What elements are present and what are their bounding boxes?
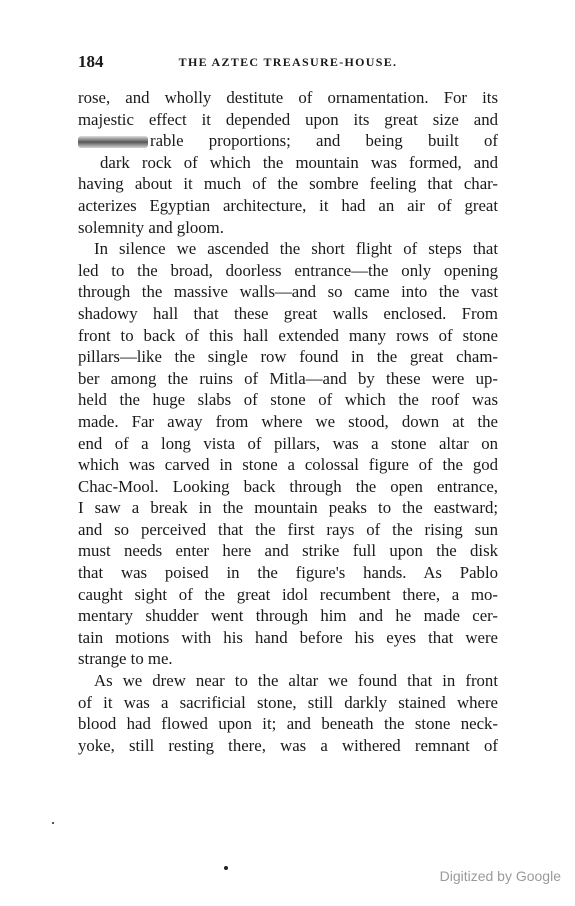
text-line: As we drew near to the altar we found that in front — [94, 671, 498, 691]
text-fragment: rable proportions; and being built of — [150, 131, 498, 151]
text-fragment: dark rock of which the mountain was formed, and — [100, 152, 498, 172]
body-text — [78, 87, 498, 756]
text-line: that was poised in the figure's hands. As Pablo — [78, 563, 498, 583]
text-line: rose, and wholly destitute of ornamentation. For its — [78, 88, 498, 107]
text-line: tain motions with his hand before his eyes that were — [78, 627, 498, 647]
text-line: Chac-Mool. Looking back through the open entrance, — [78, 476, 498, 496]
text-line: must needs enter here and strike full upon the disk — [78, 541, 498, 561]
text-line: end of a long vista of pillars, was a stone altar on — [78, 433, 498, 453]
text-line: shadowy hall that these great walls enclosed. From — [78, 303, 498, 323]
scan-speck — [52, 822, 54, 824]
text-line: yoke, still resting there, was a withered remnant of — [78, 735, 498, 755]
text-line: In silence we ascended the short flight of steps that — [94, 239, 498, 259]
text-line: made. Far away from where we stood, down at the — [78, 411, 498, 431]
text-line: having about it much of the sombre feeling that char- — [78, 174, 498, 194]
text-line: I saw a break in the mountain peaks to the eastward; — [78, 498, 498, 518]
text-line: mentary shudder went through him and he made cer- — [78, 606, 498, 626]
text-line: of it was a sacrificial stone, still darkly stained where — [78, 692, 498, 712]
text-line: through the massive walls—and so came into the vast — [78, 282, 498, 302]
text-line: acterizes Egyptian architecture, it had an air of great — [78, 195, 498, 215]
page-header — [78, 52, 498, 74]
text-line — [78, 152, 498, 174]
text-line: blood had flowed upon it; and beneath the stone neck- — [78, 714, 498, 734]
digitized-watermark: Digitized by Google — [439, 868, 561, 884]
running-head: THE AZTEC TREASURE-HOUSE. — [178, 55, 398, 69]
text-line-smudged — [78, 130, 498, 152]
text-line: strange to me. — [78, 649, 173, 669]
text-line: pillars—like the single row found in the great cham- — [78, 347, 498, 367]
ink-smudge — [78, 136, 148, 148]
text-line: and so perceived that the first rays of the rising sun — [78, 519, 498, 539]
signature-mark — [224, 866, 228, 870]
text-line: majestic effect it depended upon its great size and — [78, 109, 498, 129]
text-line: solemnity and gloom. — [78, 217, 224, 237]
text-line: which was carved in stone a colossal figure of the god — [78, 455, 498, 475]
page-number: 184 — [78, 52, 104, 71]
text-line: front to back of this hall extended many rows of stone — [78, 325, 498, 345]
text-line: held the huge slabs of stone of which the roof was — [78, 390, 498, 410]
text-line: led to the broad, doorless entrance—the only opening — [78, 260, 498, 280]
text-line: ber among the ruins of Mitla—and by these were up- — [78, 368, 498, 388]
text-line: caught sight of the great idol recumbent there, a mo- — [78, 584, 498, 604]
